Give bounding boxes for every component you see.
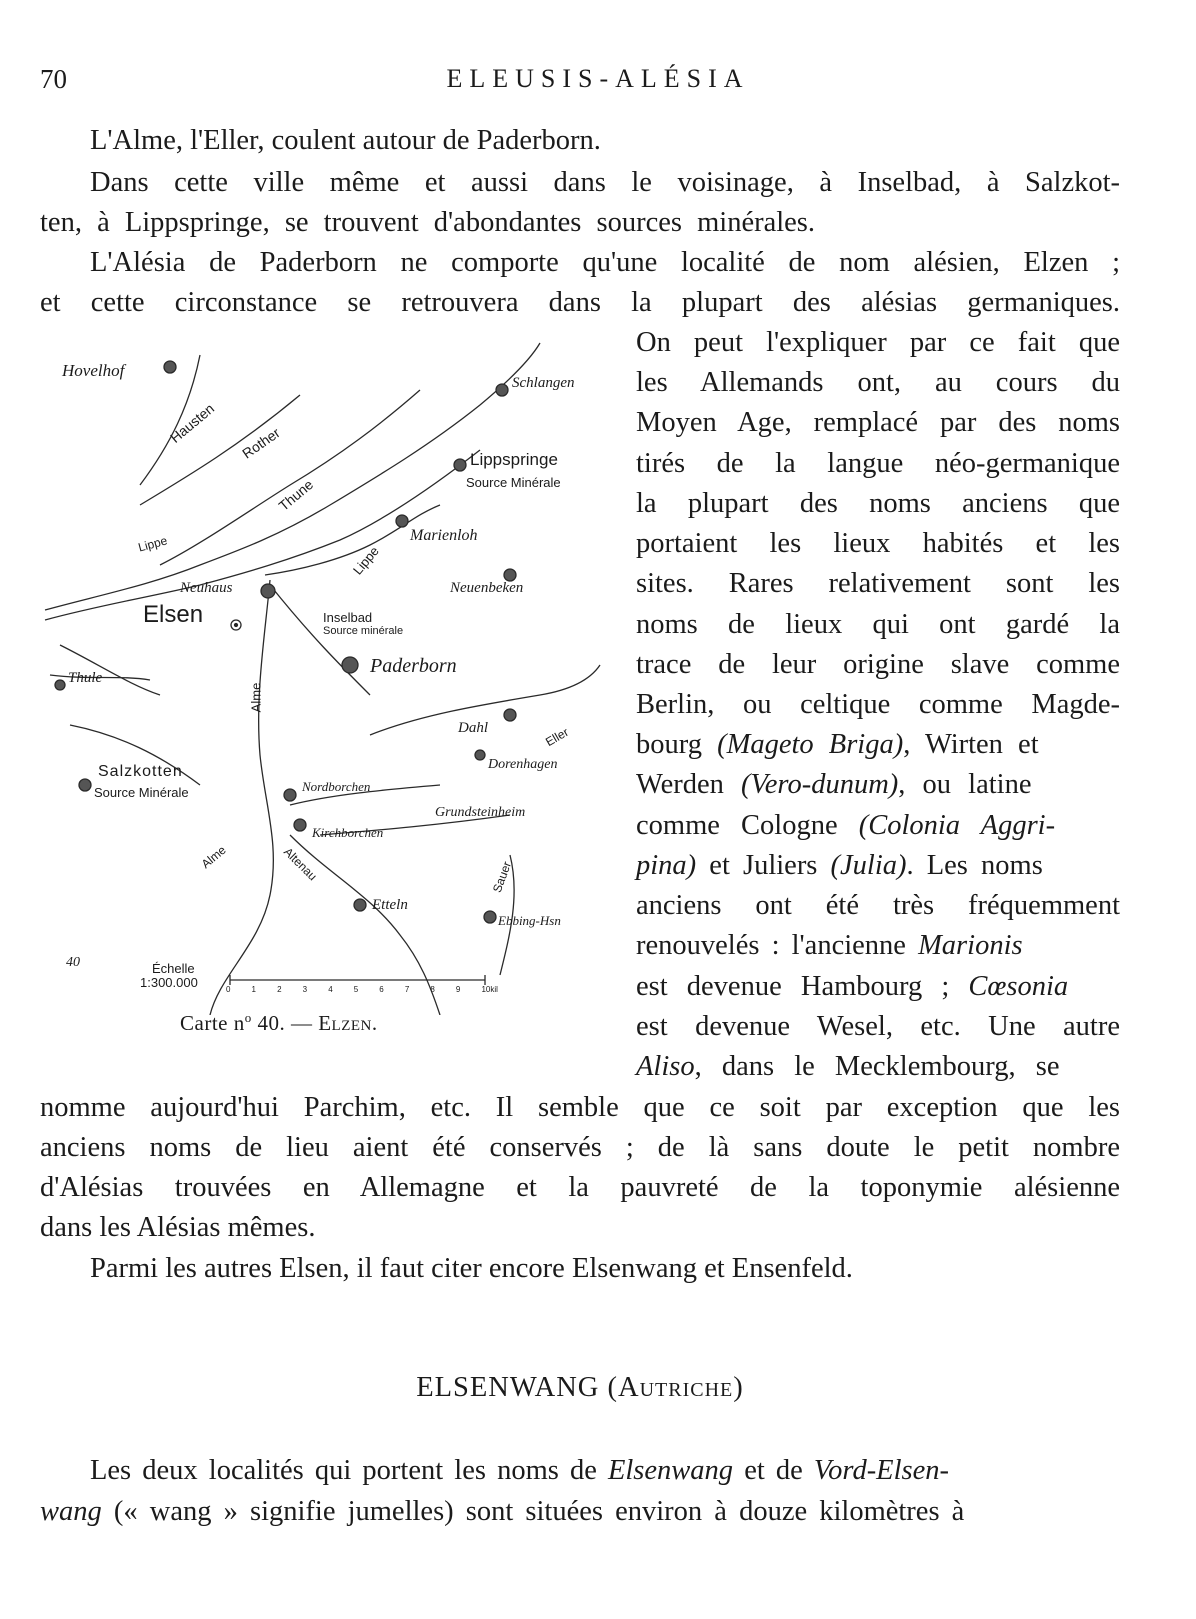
page-number: 70 <box>40 64 67 94</box>
scale-tick: 10kil <box>481 985 498 994</box>
text-line: la plupart des noms anciens que <box>636 488 1120 519</box>
text-line: noms de lieux qui ont gardé la <box>636 609 1120 640</box>
text-line: ten, à Lippspringe, se trouvent d'abondantes sources minérales. <box>40 207 816 238</box>
place-label: Inselbad <box>323 610 373 625</box>
place-label: Dorenhagen <box>488 757 558 772</box>
scale-tick: 1 <box>251 985 256 994</box>
text-line: est devenue Wesel, etc. Une autre <box>636 1011 1120 1042</box>
text-line: pina) et Juliers (Julia). Les noms <box>636 850 1043 881</box>
text-line: Berlin, ou celtique comme Magde- <box>636 689 1120 720</box>
river-label: Sauer <box>489 859 515 895</box>
text-line: portaient les lieux habités et les <box>636 528 1120 559</box>
scale-label: Échelle <box>152 961 195 976</box>
page-header <box>40 64 1156 104</box>
text-line: anciens noms de lieu aient été conservés ; de là sans doute le petit nombre <box>40 1132 1120 1163</box>
town-marker <box>475 750 485 760</box>
text-line: renouvelés : l'ancienne Marionis <box>636 930 1023 961</box>
place-label: Lippspringe <box>470 450 558 469</box>
river-label: Alme <box>248 682 264 713</box>
place-label: Source Minérale <box>466 475 561 490</box>
town-marker <box>454 459 466 471</box>
place-label: Dahl <box>458 720 488 736</box>
text-line: trace de leur origine slave comme <box>636 649 1120 680</box>
town-marker <box>79 779 91 791</box>
place-label: Marienloh <box>410 527 478 544</box>
text-line: L'Alésia de Paderborn ne comporte qu'une localité de nom alésien, Elzen ; <box>90 247 1120 278</box>
text-line: bourg (Mageto Briga), Wirten et <box>636 729 1039 760</box>
place-label: Kirchborchen <box>312 825 384 840</box>
place-label: Hovelhof <box>62 361 125 380</box>
place-label: Nordborchen <box>302 779 371 794</box>
river-alme-east <box>270 585 373 695</box>
town-marker <box>235 624 238 627</box>
river-label: Altenau <box>281 844 320 884</box>
text-line: Aliso, dans le Mecklembourg, se <box>636 1051 1060 1082</box>
text-line: Parmi les autres Elsen, il faut citer encore Elsenwang et Ensenfeld. <box>90 1253 853 1284</box>
river-label: Eller <box>543 724 571 750</box>
text-line: Moyen Age, remplacé par des noms <box>636 407 1120 438</box>
town-marker <box>261 584 275 598</box>
text-line: L'Alme, l'Eller, coulent autour de Paderborn. <box>90 125 601 156</box>
town-marker <box>396 515 408 527</box>
text-line: sites. Rares relativement sont les <box>636 568 1120 599</box>
running-title: ELEUSIS-ALÉSIA <box>446 64 750 93</box>
place-label: Neuhaus <box>180 580 233 596</box>
text-line: comme Cologne (Colonia Aggri- <box>636 810 1056 841</box>
town-marker <box>496 384 508 396</box>
place-label: Neuenbeken <box>450 580 524 596</box>
map-number: 40 <box>66 955 80 970</box>
place-label: Source Minérale <box>94 785 189 800</box>
scale-tick: 0 <box>226 985 231 994</box>
text-line: Les deux localités qui portent les noms de Elsenwang et de Vord-Elsen- <box>90 1455 949 1486</box>
place-label: Ebbing-Hsn <box>498 913 561 928</box>
river-alme <box>210 580 273 1015</box>
scale-tick: 5 <box>353 985 359 994</box>
scale-tick: 2 <box>277 985 282 994</box>
place-label: Grundsteinheim <box>435 805 526 820</box>
town-marker <box>284 789 296 801</box>
place-label: Paderborn <box>370 655 457 677</box>
town-marker <box>504 709 516 721</box>
text-line: wang (« wang » signifie jumelles) sont situées environ à douze kilomètres à <box>40 1496 965 1527</box>
text-line: les Allemands ont, au cours du <box>636 367 1120 398</box>
text-line: On peut l'expliquer par ce fait que <box>636 327 1120 358</box>
scale-ticks <box>226 985 498 994</box>
scale-tick: 7 <box>404 985 410 994</box>
map-caption: Carte $n^o$ 40. — Elzen. <box>180 1010 378 1035</box>
river-label: Lippe <box>349 543 382 578</box>
river-label: Thune <box>275 476 317 514</box>
text-line: et cette circonstance se retrouvera dans la plupart des alésias germaniques. <box>40 287 1120 318</box>
text-line: Werden (Vero-dunum), ou latine <box>636 769 1032 800</box>
river-label: Hausten <box>166 400 218 446</box>
scale-tick: 4 <box>328 985 333 994</box>
text-line: Dans cette ville même et aussi dans le voisinage, à Inselbad, à Salzkot- <box>90 167 1120 198</box>
town-marker <box>55 680 65 690</box>
river-label: Alme <box>198 842 229 872</box>
map-elzen <box>40 335 620 1055</box>
town-marker <box>164 361 176 373</box>
scale-tick: 9 <box>455 985 461 994</box>
text-line: dans les Alésias mêmes. <box>40 1212 316 1243</box>
river-label: Lippe <box>136 533 169 555</box>
place-label: Source minérale <box>323 625 404 637</box>
scale-tick: 3 <box>302 985 308 994</box>
place-label: Elsen <box>143 601 204 628</box>
town-marker <box>354 899 366 911</box>
section-title: ELSENWANG (Autriche) <box>416 1372 744 1403</box>
town-marker <box>484 911 496 923</box>
place-label: Schlangen <box>512 375 575 391</box>
town-marker <box>342 657 358 673</box>
river-label: Rother <box>239 424 283 462</box>
place-label: Etteln <box>372 897 408 913</box>
scale-ratio: 1:300.000 <box>140 975 198 990</box>
text-line: d'Alésias trouvées en Allemagne et la pauvreté de la toponymie alésienne <box>40 1172 1120 1203</box>
text-line: tirés de la langue néo-germanique <box>636 448 1120 479</box>
text-line: est devenue Hambourg ; Cœsonia <box>636 971 1069 1002</box>
place-label: Thule <box>68 670 103 686</box>
scale-tick: 6 <box>379 985 384 994</box>
scale-tick: 8 <box>430 985 435 994</box>
text-line: nomme aujourd'hui Parchim, etc. Il semble que ce soit par exception que les <box>40 1092 1120 1123</box>
place-label: Salzkotten <box>98 763 183 780</box>
text-line: anciens ont été très fréquemment <box>636 890 1120 921</box>
town-marker <box>294 819 306 831</box>
